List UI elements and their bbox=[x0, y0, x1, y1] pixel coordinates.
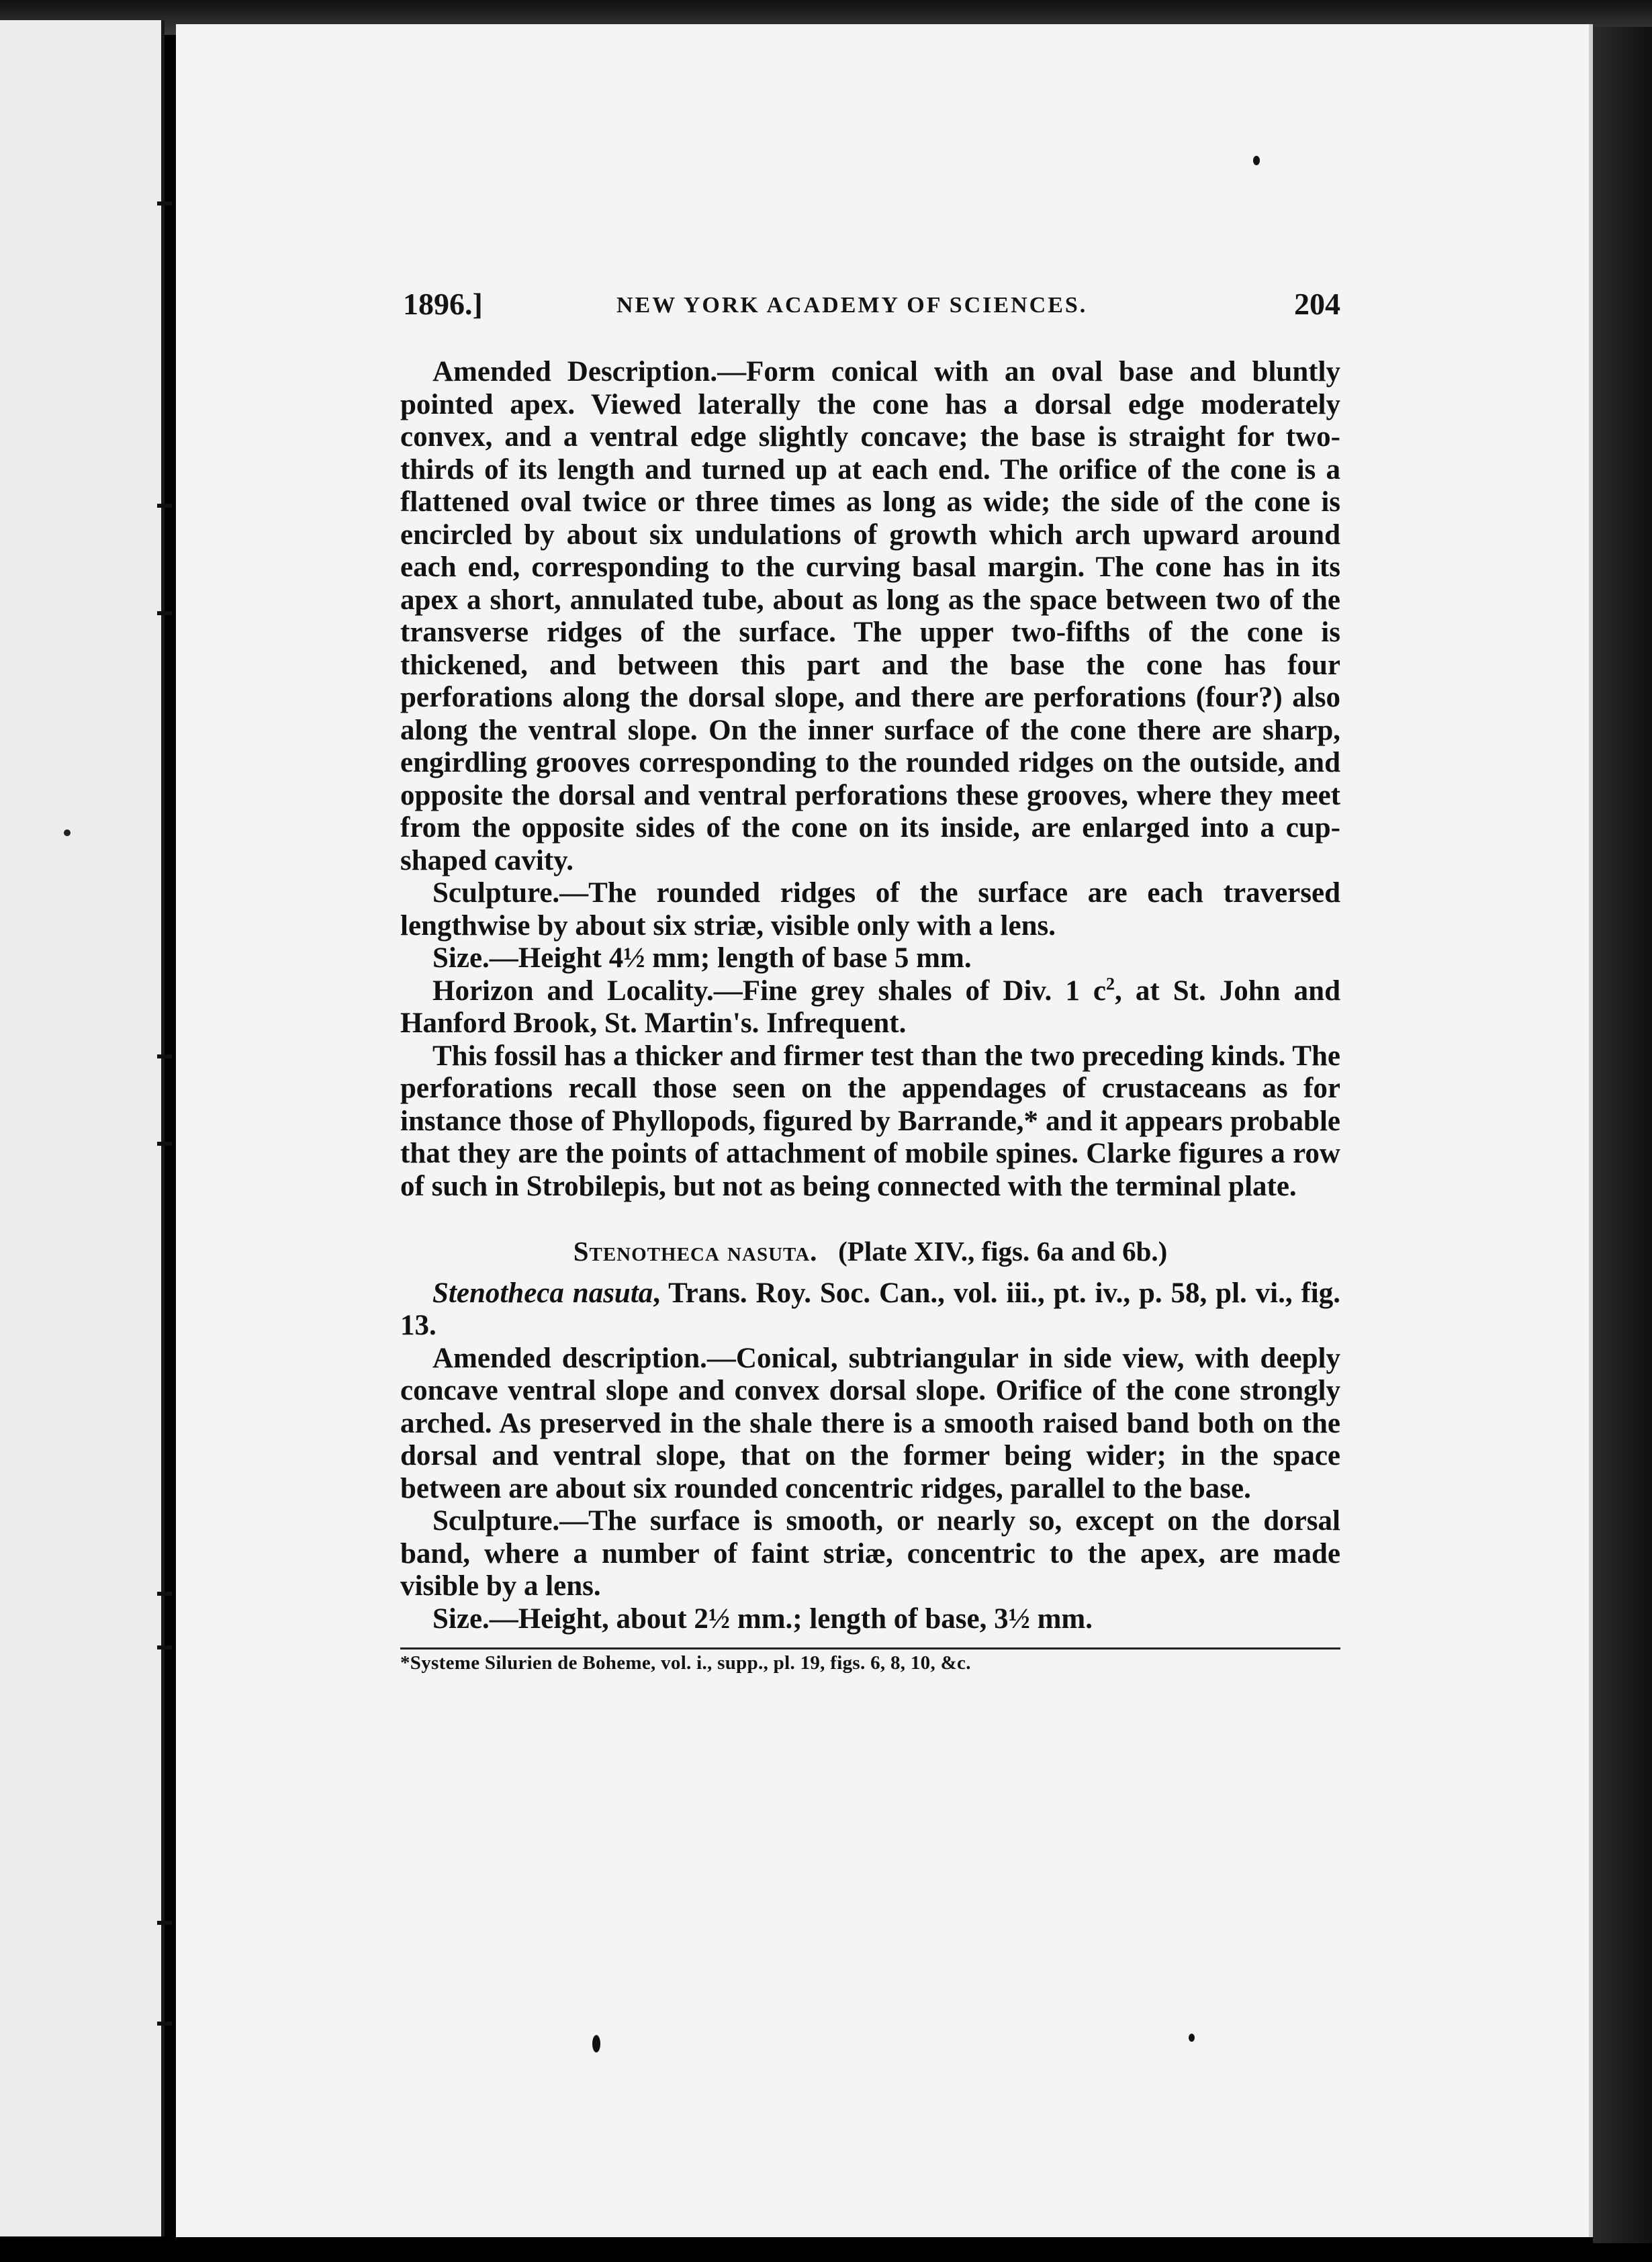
species-heading bbox=[400, 1235, 1340, 1268]
running-header bbox=[403, 286, 1340, 326]
page-number: 204 bbox=[1294, 287, 1340, 321]
paragraph: This fossil has a thicker and firmer test than the two preceding kinds. The perforations recall those seen on the appendages of crustaceans as for instance those of Phyllopods, figured by Barrande,* and it appears probable that they are the points of attachment of mobile spines. Clarke figures a row of such in Strobilepis, but not as being connected with the terminal plate. bbox=[400, 1040, 1340, 1202]
binding-mark bbox=[157, 2022, 172, 2026]
speck bbox=[64, 829, 71, 836]
header-year: 1896.] bbox=[403, 287, 483, 321]
paragraph bbox=[400, 1277, 1340, 1343]
speck bbox=[1189, 2034, 1195, 2042]
paragraph-text: Horizon and Locality.—Fine grey shales of Div. 1 c bbox=[432, 975, 1107, 1007]
binding-mark bbox=[157, 201, 172, 206]
footnote: *Systeme Silurien de Boheme, vol. i., supp., pl. 19, figs. 6, 8, 10, &c. bbox=[400, 1652, 971, 1674]
species-name: Stenotheca nasuta. bbox=[573, 1236, 818, 1267]
body-text bbox=[400, 356, 1340, 1676]
binding-mark bbox=[157, 611, 172, 615]
paragraph: Sculpture.—The surface is smooth, or nearly so, except on the dorsal band, where a number of faint striæ, concentric to the apex, are made visible by a lens. bbox=[400, 1505, 1340, 1602]
species-citation-name: Stenotheca nasuta bbox=[432, 1277, 653, 1309]
speck bbox=[592, 2035, 600, 2052]
paragraph-text: , at St. John and Hanford Brook, St. Martin's. Infrequent. bbox=[400, 975, 1340, 1039]
paragraph: Size.—Height, about 2½ mm.; length of base, 3½ mm. bbox=[432, 1602, 1093, 1635]
binding-mark bbox=[157, 1592, 172, 1596]
previous-page-edge bbox=[0, 20, 165, 2236]
plate-reference: (Plate XIV., figs. 6a and 6b.) bbox=[838, 1236, 1168, 1267]
binding-mark bbox=[157, 1142, 172, 1146]
paragraph bbox=[400, 975, 1340, 1040]
binding-mark bbox=[157, 1645, 172, 1649]
binding-mark bbox=[157, 1921, 172, 1925]
citation-text: , Trans. Roy. Soc. Can., vol. iii., pt. iv., p. 58, pl. vi., fig. 13. bbox=[400, 1277, 1340, 1341]
speck bbox=[1253, 156, 1260, 165]
paragraph: Size.—Height 4½ mm; length of base 5 mm. bbox=[432, 942, 972, 974]
binding-mark bbox=[157, 504, 172, 508]
superscript: 2 bbox=[1106, 974, 1115, 994]
paragraph: Amended description.—Conical, subtriangular in side view, with deeply concave ventral slope and convex dorsal slope. Orifice of the cone strongly arched. As preserved in the shale there is a smooth raised band both on the dorsal and ventral slope, that on the former being wider; in the space between are about six rounded concentric ridges, parallel to the base. bbox=[400, 1342, 1340, 1504]
header-journal: NEW YORK ACADEMY OF SCIENCES. bbox=[616, 293, 1088, 318]
paragraph: Amended Description.—Form conical with an oval base and bluntly pointed apex. Viewed laterally the cone has a dorsal edge moderately convex, and a ventral edge slightly concave; the base is straight for two-thirds of its length and turned up at each end. The orifice of the cone is a flattened oval twice or three times as long as wide; the side of the cone is encircled by about six undulations of growth which arch upward around each end, corresponding to the curving basal margin. The cone has in its apex a short, annulated tube, about as long as the space between two of the transverse ridges of the surface. The upper two-fifths of the cone is thickened, and between this part and the base the cone has four perforations along the dorsal slope, and there are perforations (four?) also along the ventral slope. On the inner surface of the cone there are sharp, engirdling grooves corresponding to the rounded ridges on the outside, and opposite the dorsal and ventral perforations these grooves, where they meet from the opposite sides of the cone on its inside, are enlarged into a cup-shaped cavity. bbox=[400, 356, 1340, 876]
paragraph: Sculpture.—The rounded ridges of the surface are each traversed lengthwise by about six striæ, visible only with a lens. bbox=[400, 877, 1340, 942]
scan-right-edge bbox=[1593, 27, 1652, 2243]
binding-mark bbox=[157, 1054, 172, 1058]
